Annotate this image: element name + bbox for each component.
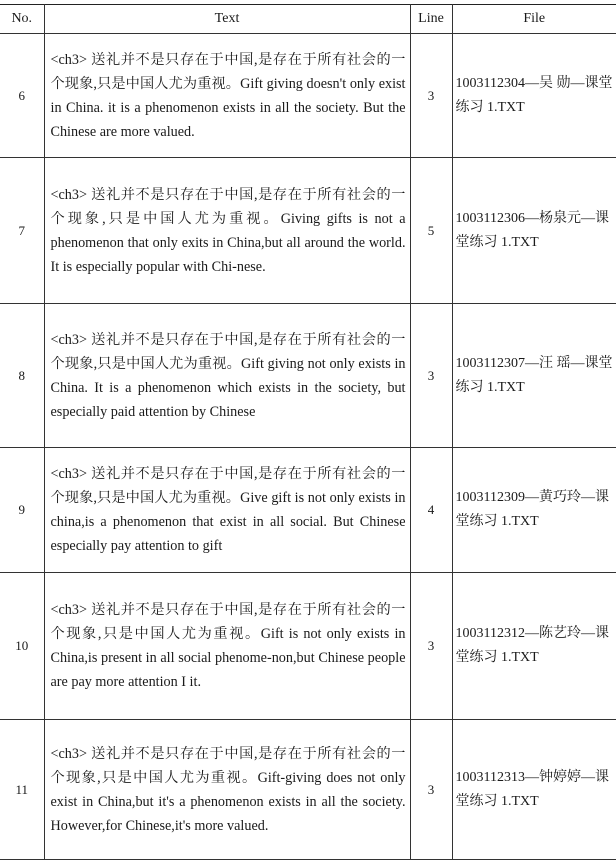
table-row <box>0 304 616 448</box>
row-file: 1003112309—黄巧玲—课堂练习 1.TXT <box>452 448 616 573</box>
row-no: 6 <box>0 34 44 158</box>
row-text: <ch3> 送礼并不是只存在于中国,是存在于所有社会的一个现象,只是中国人尤为重视。Gift giving doesn't only exist in China. it is a phenomenon exists in all the society. But the Chinese are more valued. <box>44 34 410 158</box>
table-row <box>0 573 616 720</box>
row-line: 5 <box>410 158 452 304</box>
row-text: <ch3> 送礼并不是只存在于中国,是存在于所有社会的一个现象,只是中国人尤为重视。Giving gifts is not a phenomenon that only exits in China,but all around the world. It is especially popular with Chi-nese. <box>44 158 410 304</box>
row-text: <ch3> 送礼并不是只存在于中国,是存在于所有社会的一个现象,只是中国人尤为重视。Gift-giving does not only exist in China,but it's a phenomenon exists in all the society. However,for Chinese,it's more valued. <box>44 720 410 860</box>
row-file: 1003112306—杨泉元—课堂练习 1.TXT <box>452 158 616 304</box>
row-file: 1003112304—吴 勋—课堂练习 1.TXT <box>452 34 616 158</box>
row-text: <ch3> 送礼并不是只存在于中国,是存在于所有社会的一个现象,只是中国人尤为重视。Gift is not only exists in China,is present in all social phenome-non,but Chinese people are pay more attention I it. <box>44 573 410 720</box>
header-text: Text <box>44 5 410 34</box>
row-text: <ch3> 送礼并不是只存在于中国,是存在于所有社会的一个现象,只是中国人尤为重视。Give gift is not only exists in china,is a phenomenon that exist in all social. But Chinese especially pay attention to gift <box>44 448 410 573</box>
row-file: 1003112312—陈艺玲—课堂练习 1.TXT <box>452 573 616 720</box>
header-no: No. <box>0 5 44 34</box>
row-no: 8 <box>0 304 44 448</box>
corpus-table <box>0 4 616 860</box>
header-line: Line <box>410 5 452 34</box>
row-file: 1003112313—钟婷婷—课堂练习 1.TXT <box>452 720 616 860</box>
row-file: 1003112307—汪 瑶—课堂练习 1.TXT <box>452 304 616 448</box>
table-row <box>0 158 616 304</box>
table-row <box>0 34 616 158</box>
row-line: 3 <box>410 304 452 448</box>
row-line: 3 <box>410 34 452 158</box>
row-line: 4 <box>410 448 452 573</box>
table-row <box>0 448 616 573</box>
row-line: 3 <box>410 720 452 860</box>
row-no: 9 <box>0 448 44 573</box>
table-row <box>0 720 616 860</box>
row-line: 3 <box>410 573 452 720</box>
row-no: 11 <box>0 720 44 860</box>
header-file: File <box>452 5 616 34</box>
row-no: 7 <box>0 158 44 304</box>
header-row <box>0 5 616 34</box>
row-text: <ch3> 送礼并不是只存在于中国,是存在于所有社会的一个现象,只是中国人尤为重视。Gift giving not only exists in China. It is a phenomenon which exists in the society, but especially paid attention by Chinese <box>44 304 410 448</box>
row-no: 10 <box>0 573 44 720</box>
